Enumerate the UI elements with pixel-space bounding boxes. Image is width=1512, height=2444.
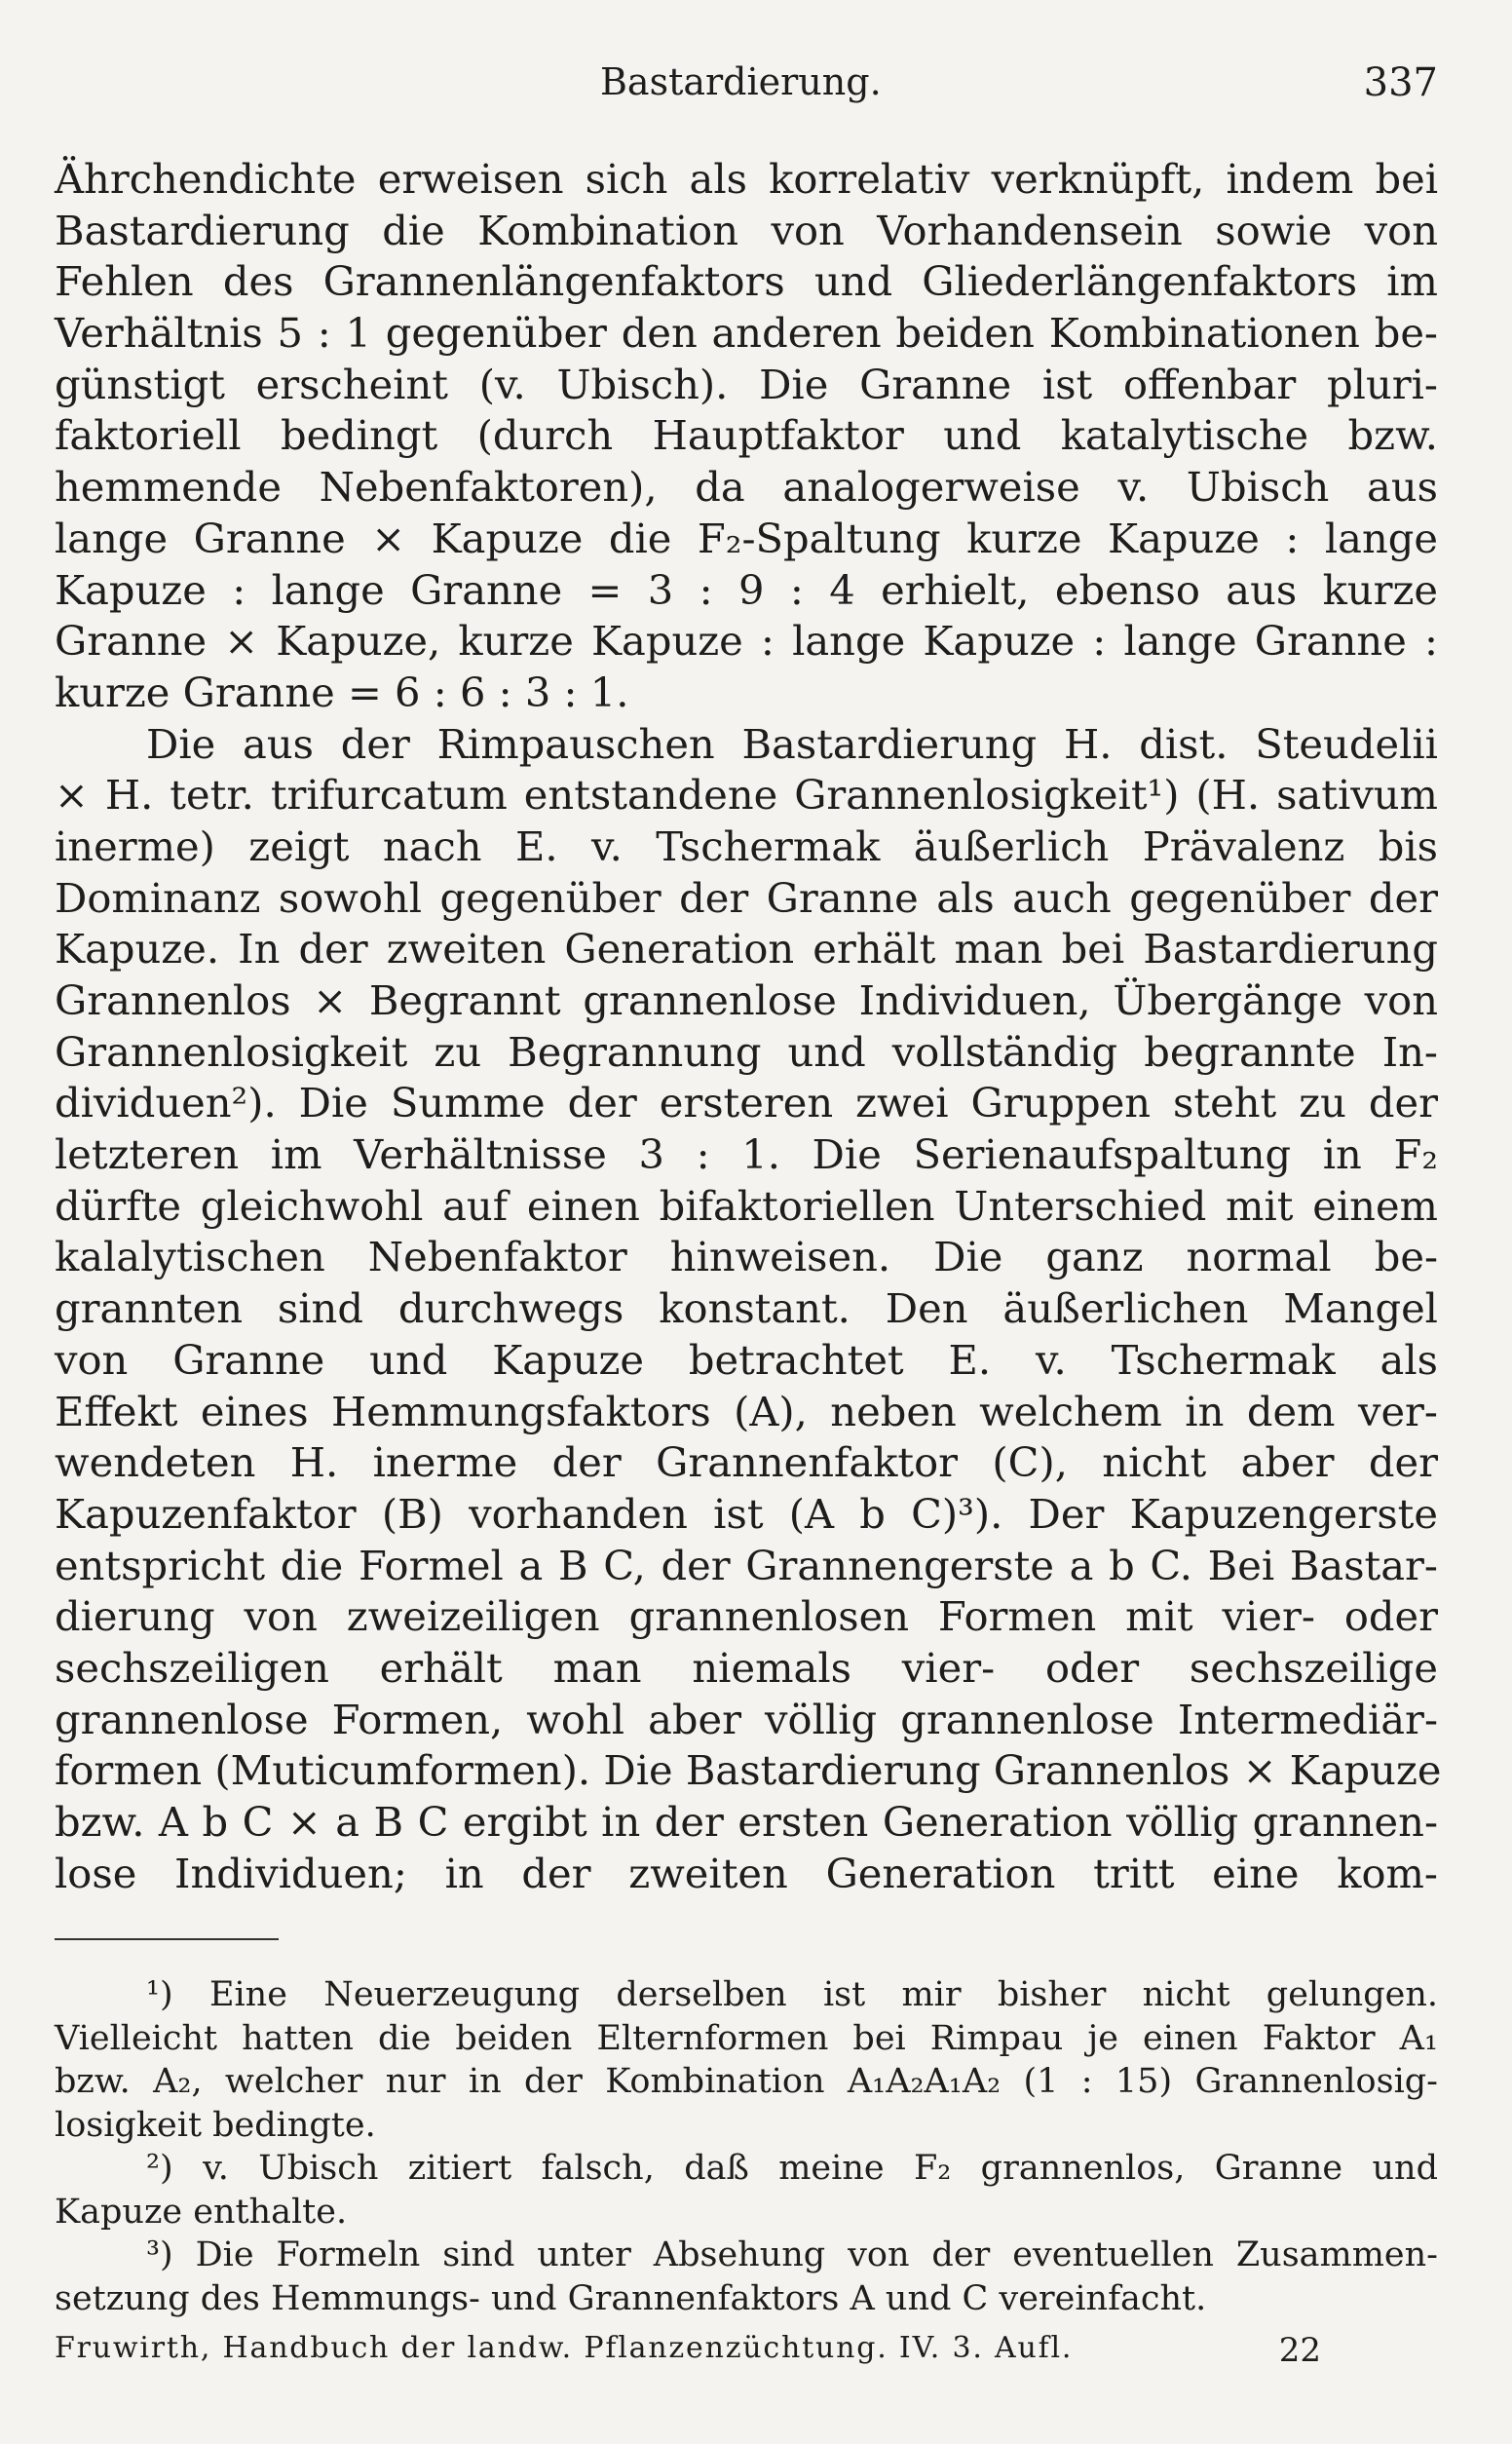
footnote-line: setzung des Hemmungs- und Grannenfaktors A und C vereinfacht. [55, 2278, 1207, 2318]
text-line: dividuen²). Die Summe der ersteren zwei Gruppen steht zu der [55, 1079, 1438, 1127]
text-line: hemmende Nebenfaktoren), da analogerweise v. Ubisch aus [55, 463, 1438, 512]
footnote-line: Kapuze enthalte. [55, 2192, 348, 2232]
page-footer [55, 2331, 1321, 2370]
text-line: × H. tetr. trifurcatum entstandene Grannenlosigkeit¹) (H. sativum [55, 771, 1438, 820]
footnote-divider [55, 1938, 279, 1940]
text-line: kalalytischen Nebenfaktor hinweisen. Die ganz normal be- [55, 1233, 1438, 1281]
text-line: bzw. A b C × a B C ergibt in der ersten Generation völlig grannen- [55, 1798, 1438, 1846]
text-line: Fehlen des Grannenlängenfaktors und Gliederlängenfaktors im [55, 257, 1438, 306]
text-line: Effekt eines Hemmungsfaktors (A), neben welchem in dem ver- [55, 1387, 1438, 1435]
text-line: inerme) zeigt nach E. v. Tschermak äußerlich Prävalenz bis [55, 821, 1438, 870]
page-header [55, 49, 1438, 117]
text-line: lange Granne × Kapuze die F₂-Spaltung kurze Kapuze : lange [55, 514, 1438, 562]
text-line: Kapuzenfaktor (B) vorhanden ist (A b C)³). Der Kapuzengerste [55, 1489, 1438, 1538]
text-line: grannten sind durchwegs konstant. Den äußerlichen Mangel [55, 1284, 1438, 1333]
text-line: lose Individuen; in der zweiten Generation tritt eine kom- [55, 1849, 1438, 1897]
text-line: von Granne und Kapuze betrachtet E. v. Tschermak als [55, 1335, 1438, 1384]
footnotes [55, 1973, 1438, 2320]
page-number: 337 [1363, 60, 1438, 105]
text-line: sechszeiligen erhält man niemals vier- oder sechszeilige [55, 1643, 1438, 1692]
text-line: Granne × Kapuze, kurze Kapuze : lange Kapuze : lange Granne : [55, 617, 1438, 666]
text-line: Kapuze : lange Granne = 3 : 9 : 4 erhielt, ebenso aus kurze [55, 565, 1438, 614]
text-line: dürfte gleichwohl auf einen bifaktoriellen Unterschied mit einem [55, 1181, 1438, 1230]
signature-mark: 22 [1278, 2331, 1321, 2370]
text-line: grannenlose Formen, wohl aber völlig grannenlose Intermediär- [55, 1695, 1438, 1743]
text-line: Die aus der Rimpauschen Bastardierung H. dist. Steudelii [146, 719, 1438, 768]
footnote-line: ²) v. Ubisch zitiert falsch, daß meine F₂ grannenlos, Granne und [146, 2149, 1438, 2189]
text-line: Kapuze. In der zweiten Generation erhält man bei Bastardierung [55, 925, 1438, 974]
text-line: Dominanz sowohl gegenüber der Granne als auch gegenüber der [55, 873, 1438, 922]
text-line: letzteren im Verhältnisse 3 : 1. Die Serienaufspaltung in F₂ [55, 1130, 1438, 1179]
text-line: Grannenlos × Begrannt grannenlose Individuen, Übergänge von [55, 976, 1438, 1024]
main-text [55, 154, 1442, 1899]
text-line: kurze Granne = 6 : 6 : 3 : 1. [55, 668, 629, 716]
text-line: Grannenlosigkeit zu Begrannung und vollständig begrannte In- [55, 1027, 1438, 1076]
footnote-line: losigkeit bedingte. [55, 2105, 376, 2145]
text-line: formen (Muticumformen). Die Bastardierung Grannenlos × Kapuze [55, 1746, 1442, 1795]
text-line: Verhältnis 5 : 1 gegenüber den anderen beiden Kombinationen be- [55, 309, 1438, 358]
text-line: wendeten H. inerme der Grannenfaktor (C), nicht aber der [55, 1438, 1438, 1487]
footer-citation: Fruwirth, Handbuch der landw. Pflanzenzüchtung. IV. 3. Aufl. [55, 2331, 1074, 2365]
text-line: günstigt erscheint (v. Ubisch). Die Granne ist offenbar pluri- [55, 360, 1438, 408]
text-line: dierung von zweizeiligen grannenlosen Formen mit vier- oder [55, 1592, 1438, 1641]
text-line: Ährchendichte erweisen sich als korrelativ verknüpft, indem bei [55, 155, 1438, 203]
footnote-line: bzw. A₂, welcher nur in der Kombination A₁A₂A₁A₂ (1 : 15) Grannenlosig- [55, 2062, 1438, 2102]
footnote-line: Vielleicht hatten die beiden Elternformen bei Rimpau je einen Faktor A₁ [55, 2018, 1438, 2058]
book-page [55, 49, 1442, 2426]
text-line: Bastardierung die Kombination von Vorhandensein sowie von [55, 206, 1438, 254]
text-line: faktoriell bedingt (durch Hauptfaktor und katalytische bzw. [55, 411, 1438, 460]
footnote-line: ³) Die Formeln sind unter Absehung von der eventuellen Zusammen- [146, 2235, 1438, 2275]
footnote-line: ¹) Eine Neuerzeugung derselben ist mir bisher nicht gelungen. [146, 1975, 1438, 2015]
running-title: Bastardierung. [600, 60, 882, 103]
text-line: entspricht die Formel a B C, der Grannengerste a b C. Bei Bastar- [55, 1541, 1438, 1589]
